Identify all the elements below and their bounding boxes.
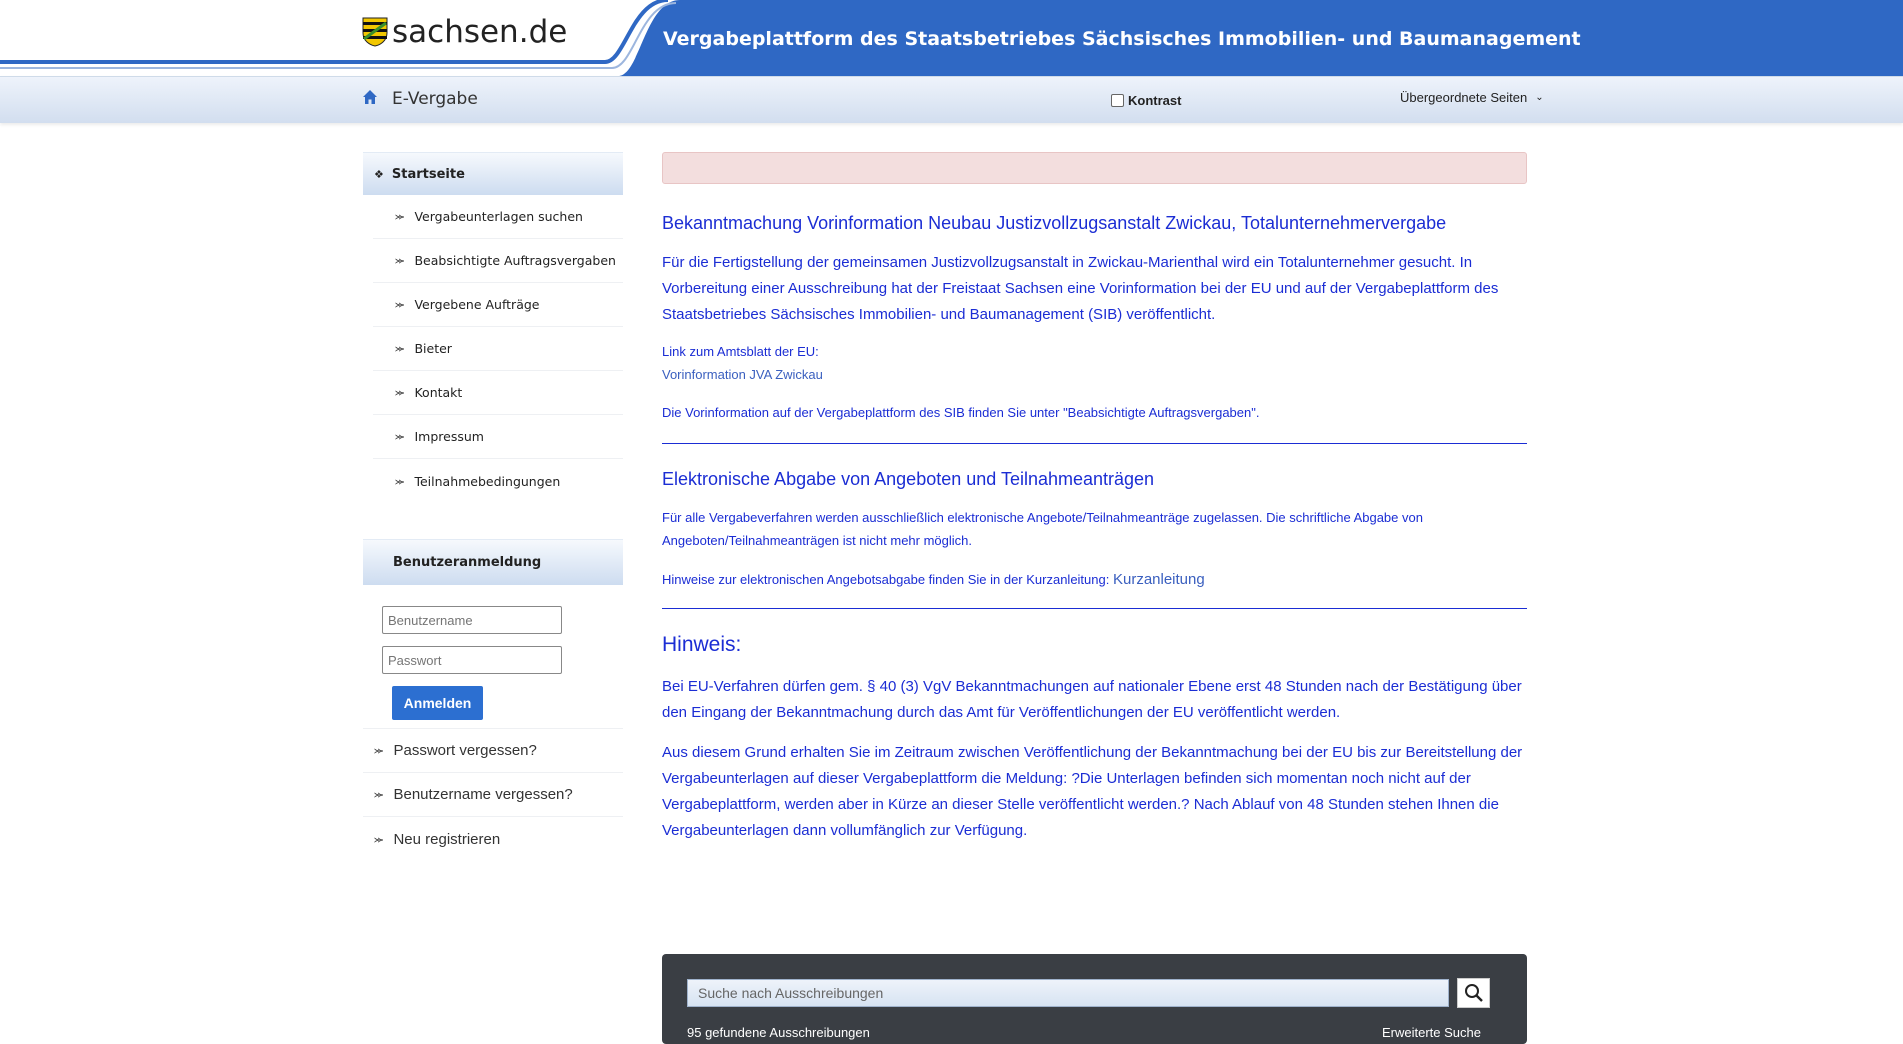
parent-pages-label: Übergeordnete Seiten [1400,90,1528,105]
password-input[interactable] [382,646,562,674]
nav-title[interactable]: E-Vergabe [392,89,478,109]
divider [662,443,1527,444]
vorinformation-note: Die Vorinformation auf der Vergabeplattform des SIB finden Sie unter "Beabsichtigte Auftragsvergaben". [662,405,1260,420]
kurzanleitung-text: Hinweise zur elektronischen Angebotsabgabe finden Sie in der Kurzanleitung: [662,572,1110,587]
chevron-right-icon: ⪼ [395,255,405,266]
search-button[interactable] [1457,978,1490,1008]
chevron-right-icon: ⪼ [395,299,405,310]
username-input[interactable] [382,606,562,634]
login-links [363,728,623,861]
kurzanleitung-link[interactable]: Kurzanleitung [1112,571,1205,588]
sidebar-home-label: Startseite [391,166,465,182]
kontrast-checkbox[interactable] [1111,94,1124,107]
diamond-icon: ❖ [374,167,384,181]
login-form [363,585,623,720]
sidebar-item-impressum[interactable] [373,415,623,459]
register-label: Neu registrieren [393,830,501,848]
main-content [662,152,1527,844]
elektronisch-text: Für alle Vergabeverfahren werden ausschließlich elektronische Angebote/Teilnahmeanträge zugelassen. Die schriftliche Abgabe von Angeboten/Teilnahmeanträgen ist nicht mehr möglich. [662,510,1423,548]
parent-pages-dropdown[interactable] [1400,90,1544,105]
sidebar-item-label: Kontakt [414,385,463,400]
kontrast-toggle[interactable] [1111,93,1181,108]
forgot-password-label: Passwort vergessen? [393,742,537,759]
sidebar-item-vergabeunterlagen[interactable] [373,195,623,239]
chevron-right-icon: ⪼ [374,833,384,845]
platform-title: Vergabeplattform des Staatsbetriebes Sächsisches Immobilien- und Baumanagement [663,28,1581,50]
sidebar-item-label: Vergebene Aufträge [414,297,540,312]
search-panel [662,954,1527,1044]
sidebar-item-label: Beabsichtigte Auftragsvergaben [414,253,616,268]
sidebar-item-teilnahme[interactable] [373,459,623,503]
login-heading: Benutzeranmeldung [363,539,623,585]
search-icon [1464,983,1484,1003]
eu-link[interactable]: Vorinformation JVA Zwickau [662,367,823,382]
advanced-search-link[interactable]: Erweiterte Suche [1382,1025,1481,1040]
site-header [0,0,1903,76]
search-input[interactable]: Suche nach Ausschreibungen [687,979,1449,1007]
forgot-password-link[interactable] [363,729,623,773]
sidebar-item-vergebene[interactable] [373,283,623,327]
sidebar-item-label: Bieter [414,341,452,356]
alert-box [662,152,1527,184]
chevron-right-icon: ⪼ [395,387,405,398]
forgot-username-link[interactable] [363,773,623,817]
forgot-username-label: Benutzername vergessen? [393,786,573,803]
chevron-right-icon: ⪼ [395,343,405,354]
sachsen-logo[interactable] [362,14,567,50]
home-icon[interactable] [362,89,378,105]
saxony-coat-of-arms-icon [362,17,388,47]
vorinformation-text: Für die Fertigstellung der gemeinsamen Justizvollzugsanstalt in Zwickau-Marienthal wird ein Totalunternehmer gesucht. In Vorbereitung einer Ausschreibung hat der Freistaat Sachsen eine Vorinformation bei der EU und auf der Vergabeplattform des Staatsbetriebes Sächsisches Immobilien- und Baumanagement (SIB) veröffentlicht. [662,254,1499,323]
chevron-right-icon: ⪼ [374,745,384,756]
sidebar-item-label: Impressum [414,429,484,444]
hinweis-text-2: Aus diesem Grund erhalten Sie im Zeitraum zwischen Veröffentlichung der Bekanntmachung bei der EU bis zur Bereitstellung der Vergabeunterlagen auf dieser Vergabeplattform die Meldung: ?Die Unterlagen befinden sich momentan noch nicht auf der Vergabeplattform, werden aber in Kürze an dieser Stelle veröffentlicht werden.? Nach Ablauf von 48 Stunden stehen Ihnen die Vergabeunterlagen dann vollumfänglich zur Verfügung. [662,744,1523,839]
section-heading-elektronisch: Elektronische Abgabe von Angeboten und Teilnahmeanträgen [662,469,1155,489]
hinweis-text-1: Bei EU-Verfahren dürfen gem. § 40 (3) VgV Bekanntmachungen auf nationaler Ebene erst 48 Stunden nach der Bestätigung über den Eingang der Bekanntmachung durch das Amt für Veröffentlichungen der EU veröffentlicht werden. [662,678,1522,721]
section-heading-vorinformation: Bekanntmachung Vorinformation Neubau Justizvollzugsanstalt Zwickau, Totalunternehmervergabe [662,213,1447,233]
login-button[interactable]: Anmelden [392,686,483,720]
site-logo-text: sachsen.de [392,14,568,50]
chevron-right-icon: ⪼ [395,475,405,487]
nav-bar [0,76,1903,123]
kontrast-label: Kontrast [1128,93,1182,108]
chevron-right-icon: ⪼ [395,211,405,222]
sidebar-item-beabsichtigte[interactable] [373,239,623,283]
sidebar-item-kontakt[interactable] [373,371,623,415]
sidebar-item-label: Teilnahmebedingungen [414,473,561,489]
kurzanleitung-row [662,568,1527,591]
sidebar-home[interactable] [363,152,623,195]
sidebar [363,152,623,861]
chevron-right-icon: ⪼ [374,789,384,800]
sidebar-item-label: Vergabeunterlagen suchen [414,209,583,224]
section-heading-hinweis: Hinweis: [662,633,742,656]
chevron-down-icon: ⌄ [1535,92,1544,103]
sidebar-item-bieter[interactable] [373,327,623,371]
register-link[interactable] [363,817,623,861]
chevron-right-icon: ⪼ [395,431,405,442]
result-count: 95 gefundene Ausschreibungen [687,1025,870,1040]
divider [662,608,1527,609]
eu-link-label: Link zum Amtsblatt der EU: [662,344,819,359]
